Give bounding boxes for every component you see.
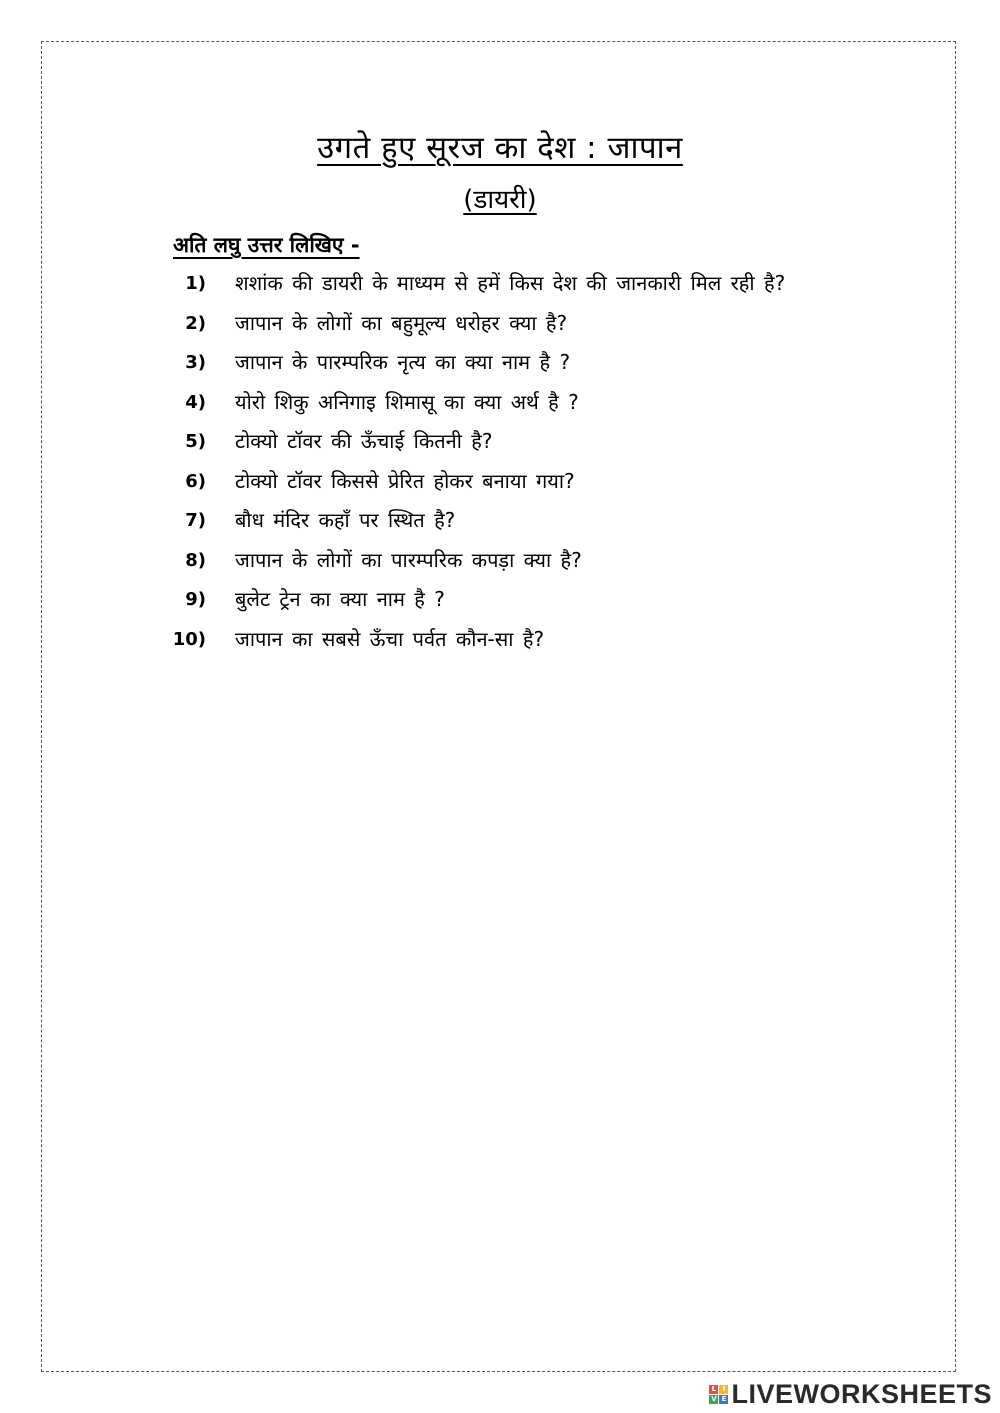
question-item <box>160 620 860 660</box>
liveworksheets-logo-text: LIVEWORKSHEETS <box>731 1378 992 1409</box>
question-text: जापान के लोगों का पारम्परिक कपड़ा क्या है? <box>235 547 582 572</box>
worksheet-subtitle-text: (डायरी) <box>463 185 537 215</box>
logo-tile: I <box>719 1385 728 1394</box>
question-item <box>160 462 860 502</box>
question-text: जापान का सबसे ऊँचा पर्वत कौन-सा है? <box>235 626 545 651</box>
question-number: 9) <box>185 589 206 610</box>
section-heading: अति लघु उत्तर लिखिए - <box>173 233 360 257</box>
question-text: योरो शिकु अनिगाइ शिमासू का क्या अर्थ है ? <box>235 389 579 414</box>
question-number: 5) <box>185 431 206 452</box>
question-number: 6) <box>185 470 206 492</box>
worksheet-subtitle <box>0 180 1000 220</box>
question-item <box>160 343 860 383</box>
question-item <box>160 501 860 541</box>
worksheet-title-text: उगते हुए सूरज का देश : जापान <box>317 130 683 166</box>
question-item <box>160 580 860 620</box>
question-item <box>160 304 860 344</box>
question-number: 4) <box>185 391 206 413</box>
question-text: शशांक की डायरी के माध्यम से हमें किस देश की जानकारी मिल रही है? <box>235 271 786 295</box>
question-number: 1) <box>185 273 206 294</box>
question-number: 3) <box>185 352 206 373</box>
question-text: टोक्यो टॉवर किससे प्रेरित होकर बनाया गया? <box>235 468 575 493</box>
question-item <box>160 383 860 423</box>
logo-tile: E <box>719 1395 728 1404</box>
logo-tile: L <box>709 1385 718 1394</box>
question-text: जापान के लोगों का बहुमूल्य धरोहर क्या है? <box>235 310 568 335</box>
question-number: 7) <box>185 510 206 531</box>
question-list <box>160 264 860 659</box>
question-item <box>160 541 860 581</box>
question-text: जापान के पारम्परिक नृत्य का क्या नाम है ? <box>235 350 571 374</box>
question-item <box>160 422 860 462</box>
liveworksheets-watermark <box>709 1378 992 1409</box>
question-item <box>160 264 860 304</box>
question-number: 8) <box>185 549 206 571</box>
question-text: टोक्यो टॉवर की ऊँचाई कितनी है? <box>235 429 493 453</box>
question-number: 10) <box>172 628 206 650</box>
logo-tile: V <box>711 1394 717 1403</box>
question-text: बौध मंदिर कहाँ पर स्थित है? <box>235 508 456 532</box>
liveworksheets-logo-icon <box>709 1385 728 1404</box>
question-number: 2) <box>185 312 206 334</box>
worksheet-title <box>0 126 1000 170</box>
question-text: बुलेट ट्रेन का क्या नाम है ? <box>235 587 445 611</box>
